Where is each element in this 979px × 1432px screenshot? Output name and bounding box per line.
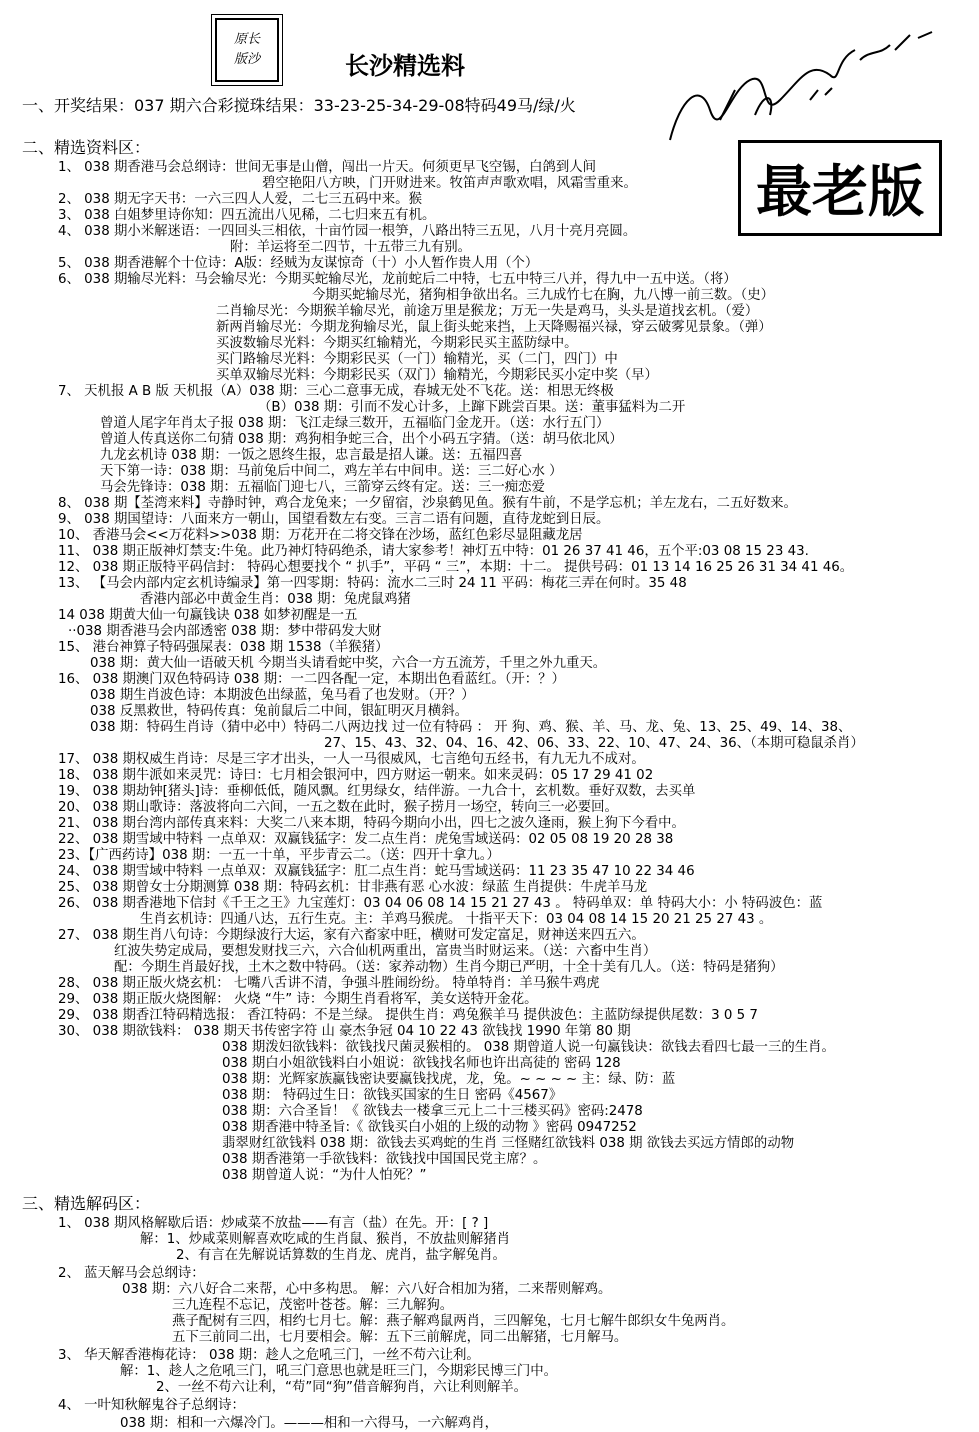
text-line: 9、 038 期国望诗：八面来方一朝山，国望看数左右变。三言二语有问题，直待龙蛇到日辰。 [58, 512, 610, 527]
text-line: 今期买蛇输尽光，猪狗相争欲出名。三九成竹七在胸，九八博一前三数。（史） [312, 288, 774, 303]
text-line: 2、一丝不苟六让利，“苟”同“狗”借音解狗肖，六让利则解羊。 [156, 1380, 528, 1395]
text-line: 8、 038 期【荃湾来料】寺静时钟，鸡合龙兔来；一夕留宿，沙泉鹤见鱼。猴有牛前，不是学忘机；羊左龙右，二五好数来。 [58, 496, 797, 511]
text-line: 24、 038 期雪域中特料 一点单双：双赢钱猛字：肛二点生肖：蛇马雪域送码：11 23 35 47 10 22 34 46 [58, 864, 695, 879]
text-line: 038 期泼妇欲钱料：欲钱找尺菌灵猴相的。 038 期曾道人说一句赢钱诀：欲钱去看四七最一三的生肖。 [222, 1040, 835, 1055]
text-line: 3、 华天解香港梅花诗： 038 期：趁人之危吼三门，一丝不苟六让利。 [58, 1348, 480, 1363]
text-line: 21、 038 期台湾内部传真来料：大奖二八来本期，特码今期向小出，四七之波久逢雨，猴上狗下今看中。 [58, 816, 685, 831]
text-line: 038 期白小姐欲钱料白小姐说：欲钱找名师也许出高徒的 密码 128 [222, 1056, 621, 1071]
text-line: 11、 038 期正版神灯禁支:牛兔。此乃神灯特码绝杀，请大家参考！神灯五中特：01 26 37 41 46，五个平:03 08 15 23 43. [58, 544, 809, 559]
badge-oldest-version: 最老版 [738, 140, 942, 236]
text-line: 27、 038 期生肖八句诗：今期绿波行大运，家有六畜家中旺，横财可发定富足，财神送来四五六。 [58, 928, 645, 943]
text-line: 曾道人尾字年肖太子报 038 期：飞江走绿三数开，五福临门金龙开。（送：水行五门） [100, 416, 610, 431]
text-line: 038 期：六合圣旨！《 欲钱去一楼拿三元上二十三楼买码》密码:2478 [222, 1104, 643, 1119]
text-line: 买波数输尽光料：今期买红输精光，今期彩民买主蓝防绿中。 [216, 336, 578, 351]
text-line: 生肖玄机诗：四通八达，五行生克。主：羊鸡马猴虎。 十指平天下：03 04 08 14 15 20 21 25 27 43 。 [140, 912, 773, 927]
text-line: 14 038 期黄大仙一句赢钱诀 038 如梦初醒是一五 [58, 608, 358, 623]
text-line: 6、 038 期输尽光料：马会输尽光：今期买蛇输尽光，龙前蛇后二中特，七五中特三八并，得九中一五中送。（将） [58, 272, 737, 287]
stamp-line-2: 版沙 [233, 52, 260, 67]
text-line: 1、 038 期香港马会总纲诗：世间无事是山僧，闯出一片天。何须更早飞空锡，白鸽到人间 [58, 160, 597, 175]
text-line: 5、 038 期香港解个十位诗：A版：经贼为友谋惊奇（十）小人暂作贵人用（个） [58, 256, 539, 271]
text-line: 29、 038 期香江特码精选报： 香江特码：不是兰绿。 提供生肖：鸡兔猴羊马 提供波色：主蓝防绿提供尾数：3 0 5 7 [58, 1008, 758, 1023]
text-line: 2、有言在先解说话算数的生肖龙、虎肖，盐字解兔肖。 [176, 1248, 506, 1263]
text-line: 19、 038 期劫钟[猪头]诗：垂柳低低，随风飘。红男绿女，结伴游。一九合十，玄机数。垂好双数，去买单 [58, 784, 696, 799]
text-line: 二肖输尽光：今期猴羊输尽光，前途万里是猴龙；万无一失是鸡马，头头是道找玄机。（爱） [216, 304, 759, 319]
text-line: 10、 香港马会<<万花料>>038 期：万花开在二将交锋在沙场，蓝红色彩尽显阻藏龙居 [58, 528, 583, 543]
text-line: 12、 038 期正版特平码信封： 特码心想要找个 “ 扒手”，平码 “ 三”，本期：十二。 提供号码：01 13 14 16 25 26 31 34 41 46。 [58, 560, 854, 575]
text-line: 26、 038 期香港地下信封《千王之王》九宝莲灯：03 04 06 08 14 15 21 27 43 。 特码单双：单 特码大小：小 特码波色：蓝 [58, 896, 823, 911]
text-line: 038 期：特码生肖诗（猜中必中）特码二八两边找 过一位有特码 ： 开 狗、鸡、猴、羊、马、龙、兔、13、25、49、14、38、 [90, 720, 852, 735]
text-line: 22、 038 期雪域中特料 一点单双：双赢钱猛字：发二点生肖：虎兔雪域送码：02 05 08 19 20 28 38 [58, 832, 674, 847]
text-line: 新两肖输尽光：今期龙狗输尽光，鼠上街头蛇来挡，上天降赐福兴禄，穿云破雾见景象。（弹） [216, 320, 772, 335]
text-line: 17、 038 期权威生肖诗：尽是三字才出头，一人一马很威风，七言绝句五经书，有九无九不成对。 [58, 752, 645, 767]
text-line: 曾道人传真送你二句猜 038 期：鸡狗相争蛇三合，出个小码五字猜。（送：胡马依北风） [100, 432, 623, 447]
text-line: 三九连程不忘记，茂密叶苍苍。解：三九解狗。 [172, 1298, 454, 1313]
text-line: 30、 038 期欲钱料： 038 期天书传密字符 山 豪杰争冠 04 10 22 43 欲钱找 1990 年第 80 期 [58, 1024, 631, 1039]
text-line: 038 期：黄大仙一语破天机 今期当头请看蛇中奖，六合一方五流芳，千里之外九重天。 [90, 656, 607, 671]
text-line: 29、 038 期正版火烧图解： 火烧 “牛” 诗：今期生肖看将军，美女送特开金花。 [58, 992, 538, 1007]
text-line: 红波失势定成局，要想发财找三六，六合仙机两重出，富贵当时财运来。（送：六畜中生肖） [114, 944, 657, 959]
text-line: 4、 038 期小米解迷语：一四回头三相依，十亩竹园一根笋，八路出特三五见，八月十亮月亮圆。 [58, 224, 637, 239]
text-line: （B）038 期：引而不发心计多，上蹿下跳尝百果。送：董事猛料为二开 [258, 400, 686, 415]
text-line: 配：今期生肖最好找，土木之数中特码。（送：家养动物）生肖今期已严明，十全十美有几人。（送：特码是猪狗） [114, 960, 784, 975]
text-line: 买门路输尽光料：今期彩民买（一门）输精光，买（二门，四门）中 [216, 352, 618, 367]
text-line: 附：羊运将至二四节，十五带三九有别。 [230, 240, 472, 255]
text-line: 038 反黑救世，特码传真：兔前鼠后二中间，银缸明灭月横斜。 [90, 704, 468, 719]
text-line: 香港内部必中黄金生肖：038 期：兔虎鼠鸡猪 [140, 592, 411, 607]
stamp-line-1: 原长 [233, 32, 260, 47]
text-line: 20、 038 期山歌诗：落波将向二六间，一五之数在此时，猴子捞月一场空，转向三一必要回。 [58, 800, 618, 815]
text-line: 马会先锋诗：038 期：五福临门迎七八，三箭穿云终有定。送：三一痴恋爱 [100, 480, 545, 495]
text-line: 解：1、趁人之危吼三门，吼三门意思也就是旺三门，今期彩民博三门中。 [120, 1364, 558, 1379]
text-line: 天下第一诗：038 期：马前兔后中间二，鸡左羊右中间申。送：三二好心水 ） [100, 464, 563, 479]
text-line: 038 期：六八好合二来帮，心中多构思。 解：六八好合相加为猪，二来帮则解鸡。 [122, 1282, 612, 1297]
text-line: 2、 蓝天解马会总纲诗： [58, 1266, 205, 1281]
text-line: 16、 038 期澳门双色特码诗 038 期：一二四各配一定，本期出色看蓝红。（开：？） [58, 672, 565, 687]
text-line: 038 期：光辉家族赢钱密诀要赢钱找虎，龙，兔。~ ~ ~ ~ 主：绿、防：蓝 [222, 1072, 676, 1087]
section-heading: 一、开奖结果：037 期六合彩搅珠结果：33-23-25-34-29-08特码49马/绿/火 [22, 96, 576, 115]
text-line: 13、 【马会内部内定玄机诗编录】第一四零期：特码：流水二三时 24 11 平码：梅花三弄在何时。35 48 [58, 576, 687, 591]
text-line: ··038 期香港马会内部透密 038 期：梦中带码发大财 [68, 624, 382, 639]
text-line: 038 期： 特码过生日：欲钱买国家的生日 密码《4567》 [222, 1088, 563, 1103]
text-line: 翡翠财红欲钱料 038 期：欲钱去买鸡蛇的生肖 三怪赌红欲钱料 038 期 欲钱去买远方情郎的动物 [222, 1136, 795, 1151]
text-line: 038 期：相和一六爆冷门。———相和一六得马，一六解鸡肖， [120, 1416, 498, 1431]
handwritten-scribble [660, 20, 940, 160]
section-heading: 三、精选解码区： [22, 1194, 151, 1213]
text-line: 28、 038 期正版火烧玄机： 七嘴八舌讲不清，争强斗胜闹纷纷。 特单特肖：羊马猴牛鸡虎 [58, 976, 600, 991]
text-line: 038 期生肖波色诗：本期波色出绿蓝，兔马看了也发财。（开？） [90, 688, 475, 703]
text-line: 18、 038 期牛派如来灵咒：诗曰：七月相会银河中，四方财运一朝来。如来灵码：05 17 29 41 02 [58, 768, 654, 783]
text-line: 1、 038 期风格解歇后语：炒咸菜不放盐——有言（盐）在先。开：[ ? ] [58, 1216, 489, 1231]
text-line: 解：1、炒咸菜则解喜欢吃咸的生肖鼠、猴肖，不放盐则解猪肖 [140, 1232, 511, 1247]
text-line: 038 期曾道人说：“为什人怕死？” [222, 1168, 427, 1183]
text-line: 碧空艳阳八方映，门开财进来。牧笛声声歌欢唱，风霜雪重来。 [262, 176, 637, 191]
stamp-logo [215, 18, 279, 82]
text-line: 燕子配树有三四，相约七月七。解：燕子解鸡鼠两肖，三四解兔，七月七解牛郎织女牛兔两肖。 [172, 1314, 735, 1329]
text-line: 23、【广西药诗】038 期：一五一十单，平步青云二。（送：四开十拿九。） [58, 848, 500, 863]
text-line: 3、 038 白姐梦里诗你知：四五流出八见稀，二七归来五有机。 [58, 208, 436, 223]
text-line: 15、 港台神算子特码强屎表：038 期 1538（羊猴猪） [58, 640, 389, 655]
section-heading: 二、精选资料区： [22, 138, 151, 157]
text-line: 27、15、43、32、04、16、42、06、33、22、10、47、24、36、（本期可稳鼠杀肖） [324, 736, 864, 751]
text-line: 五下三前同二出，七月要相会。解：五下三前解虎，同二出解猪，七月解马。 [172, 1330, 628, 1345]
text-line: 7、 天机报 A B 版 天机报（A）038 期：三心二意事无成，春城无处不飞花。送：相思无终极 [58, 384, 614, 399]
text-line: 038 期香港中特圣旨:《 欲钱买白小姐的上级的动物 》密码 0947252 [222, 1120, 637, 1135]
text-line: 买单双输尽光料：今期彩民买（双门）输精光，今期彩民买小定中奖（早） [216, 368, 658, 383]
text-line: 九龙玄机诗 038 期：一饭之恩终生报，忠言最是招人谦。送：五福四喜 [100, 448, 523, 463]
text-line: 25、 038 期曾女士分期测算 038 期：特码玄机：甘非燕有恶 心水波：绿蓝 生肖提供：牛虎羊马龙 [58, 880, 648, 895]
text-line: 038 期香港第一手欲钱料：欲钱找中国国民党主席？。 [222, 1152, 547, 1167]
text-line: 4、 一叶知秋解鬼谷子总纲诗： [58, 1398, 245, 1413]
page-title: 长沙精选料 [345, 52, 465, 80]
text-line: 2、 038 期无字天书：一六三四人人爱，二七三五码中来。猴 [58, 192, 422, 207]
